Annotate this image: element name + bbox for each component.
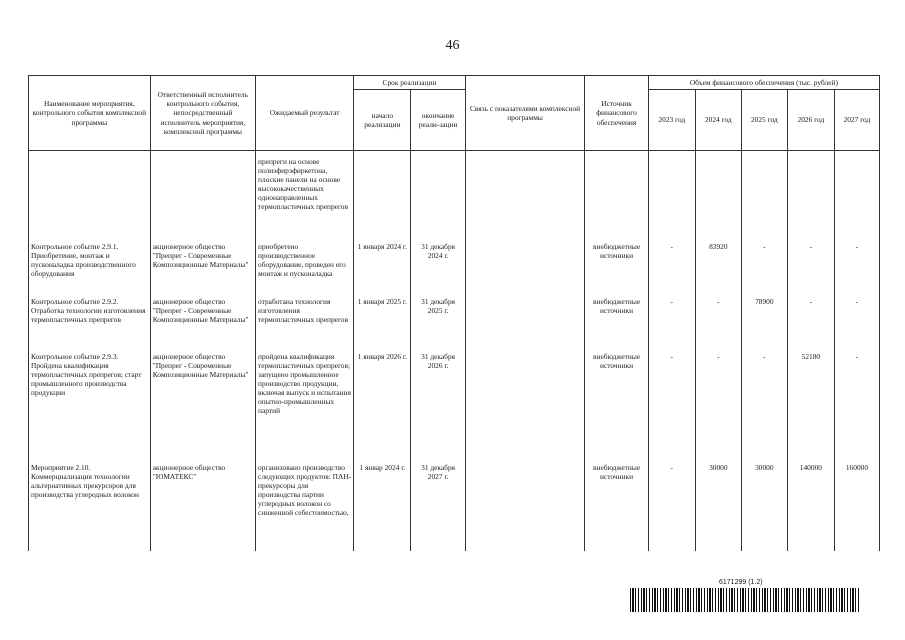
cell-name: Контрольное событие 2.9.3. Пройдена квалификация термопластичных препрегов; старт промышленного производства продукции	[29, 349, 151, 460]
cell-2026: 140000	[787, 460, 834, 551]
header-name: Наименование мероприятия, контрольного события комплексной программы	[29, 76, 151, 151]
header-year-2027: 2027 год	[834, 90, 879, 151]
cell-2025: -	[741, 239, 787, 294]
cell-link	[465, 349, 585, 460]
cell-start: 1 январ 2024 г.	[354, 460, 411, 551]
cell-end: 31 декабря 2026 г.	[411, 349, 465, 460]
cell-2025	[741, 157, 787, 239]
table-row	[29, 349, 880, 460]
cell-2027: -	[834, 349, 879, 460]
cell-2023: -	[648, 349, 695, 460]
page-number: 46	[445, 38, 460, 53]
header-year-2024: 2024 год	[695, 90, 741, 151]
header-term-group: Срок реализации	[354, 76, 465, 90]
cell-end: 31 декабря 2027 г.	[411, 460, 465, 551]
cell-2026: 52180	[787, 349, 834, 460]
cell-2027: -	[834, 294, 879, 349]
program-table	[28, 75, 880, 551]
cell-link	[465, 460, 585, 551]
header-year-2023: 2023 год	[648, 90, 695, 151]
cell-2023: -	[648, 239, 695, 294]
table-row	[29, 294, 880, 349]
cell-source: внебюджетные источники	[585, 460, 648, 551]
cell-2023	[648, 157, 695, 239]
cell-2027	[834, 157, 879, 239]
cell-source	[585, 157, 648, 239]
cell-2023: -	[648, 460, 695, 551]
header-source: Источник финансового обеспечения	[585, 76, 648, 151]
cell-start: 1 января 2026 г.	[354, 349, 411, 460]
cell-result: отработана технология изготовления термопластичных препрегов	[256, 294, 354, 349]
cell-responsible: акционерное общество "ЮМАТЕКС"	[150, 460, 255, 551]
table-row	[29, 239, 880, 294]
cell-responsible	[150, 157, 255, 239]
cell-start: 1 января 2024 г.	[354, 239, 411, 294]
cell-end: 31 декабря 2025 г.	[411, 294, 465, 349]
cell-result: организовано производство следующих продуктов: ПАН-прекурсоры для производства партии углеродных волокон со сниженной себестоимостью,	[256, 460, 354, 551]
cell-2024: -	[695, 349, 741, 460]
cell-name: Контрольное событие 2.9.1. Приобретение, монтаж и пусконаладка производственного оборудования	[29, 239, 151, 294]
cell-result: приобретено производственное оборудование, проведен его монтаж и пусконаладка	[256, 239, 354, 294]
cell-2024: -	[695, 294, 741, 349]
cell-2023: -	[648, 294, 695, 349]
cell-2027: 160000	[834, 460, 879, 551]
header-link: Связь с показателями комплексной программы	[465, 76, 585, 151]
cell-link	[465, 157, 585, 239]
cell-2025: -	[741, 349, 787, 460]
header-finance-group: Объем финансового обеспечения (тыс. рублей)	[648, 76, 879, 90]
cell-end: 31 декабря 2024 г.	[411, 239, 465, 294]
cell-link	[465, 294, 585, 349]
header-start: начало реализации	[354, 90, 411, 151]
cell-2027: -	[834, 239, 879, 294]
cell-2026	[787, 157, 834, 239]
barcode-label: 6171299 (1.2)	[719, 579, 763, 586]
cell-name: Контрольное событие 2.9.2. Отработка технологии изготовления термопластичных препрегов	[29, 294, 151, 349]
cell-responsible: акционерное общество "Препрег - Современные Композиционные Материалы"	[150, 294, 255, 349]
header-responsible: Ответственный исполнитель контрольного события, непосредственный исполнитель мероприятия, комплексной программы	[150, 76, 255, 151]
cell-2024	[695, 157, 741, 239]
cell-end	[411, 157, 465, 239]
cell-responsible: акционерное общество "Препрег - Современные Композиционные Материалы"	[150, 239, 255, 294]
cell-name	[29, 157, 151, 239]
cell-responsible: акционерное общество "Препрег - Современные Композиционные Материалы"	[150, 349, 255, 460]
table-row	[29, 460, 880, 551]
header-year-2025: 2025 год	[741, 90, 787, 151]
cell-2026: -	[787, 239, 834, 294]
cell-result: пройдена квалификация термопластичных препрегов; запущено промышленное производство продукции, включая выпуск и испытания опытно-промышленных партий	[256, 349, 354, 460]
header-end: окончание реали-зации	[411, 90, 465, 151]
cell-name: Мероприятие 2.10. Коммерциализация технологии альтернативных прекурсоров для производства углеродных волокон	[29, 460, 151, 551]
cell-source: внебюджетные источники	[585, 239, 648, 294]
cell-source: внебюджетные источники	[585, 294, 648, 349]
cell-2025: 30000	[741, 460, 787, 551]
cell-2025: 78900	[741, 294, 787, 349]
barcode	[630, 588, 860, 612]
cell-2024: 83920	[695, 239, 741, 294]
header-result: Ожидаемый результат	[256, 76, 354, 151]
header-year-2026: 2026 год	[787, 90, 834, 151]
cell-result: препреги на основе полиэфирэфиркетона, плоские панели на основе высококачественных однонаправленных термопластичных препрегов	[256, 157, 354, 239]
cell-link	[465, 239, 585, 294]
table-row	[29, 157, 880, 239]
cell-source: внебюджетные источники	[585, 349, 648, 460]
cell-2024: 30000	[695, 460, 741, 551]
cell-start	[354, 157, 411, 239]
cell-start: 1 января 2025 г.	[354, 294, 411, 349]
cell-2026: -	[787, 294, 834, 349]
